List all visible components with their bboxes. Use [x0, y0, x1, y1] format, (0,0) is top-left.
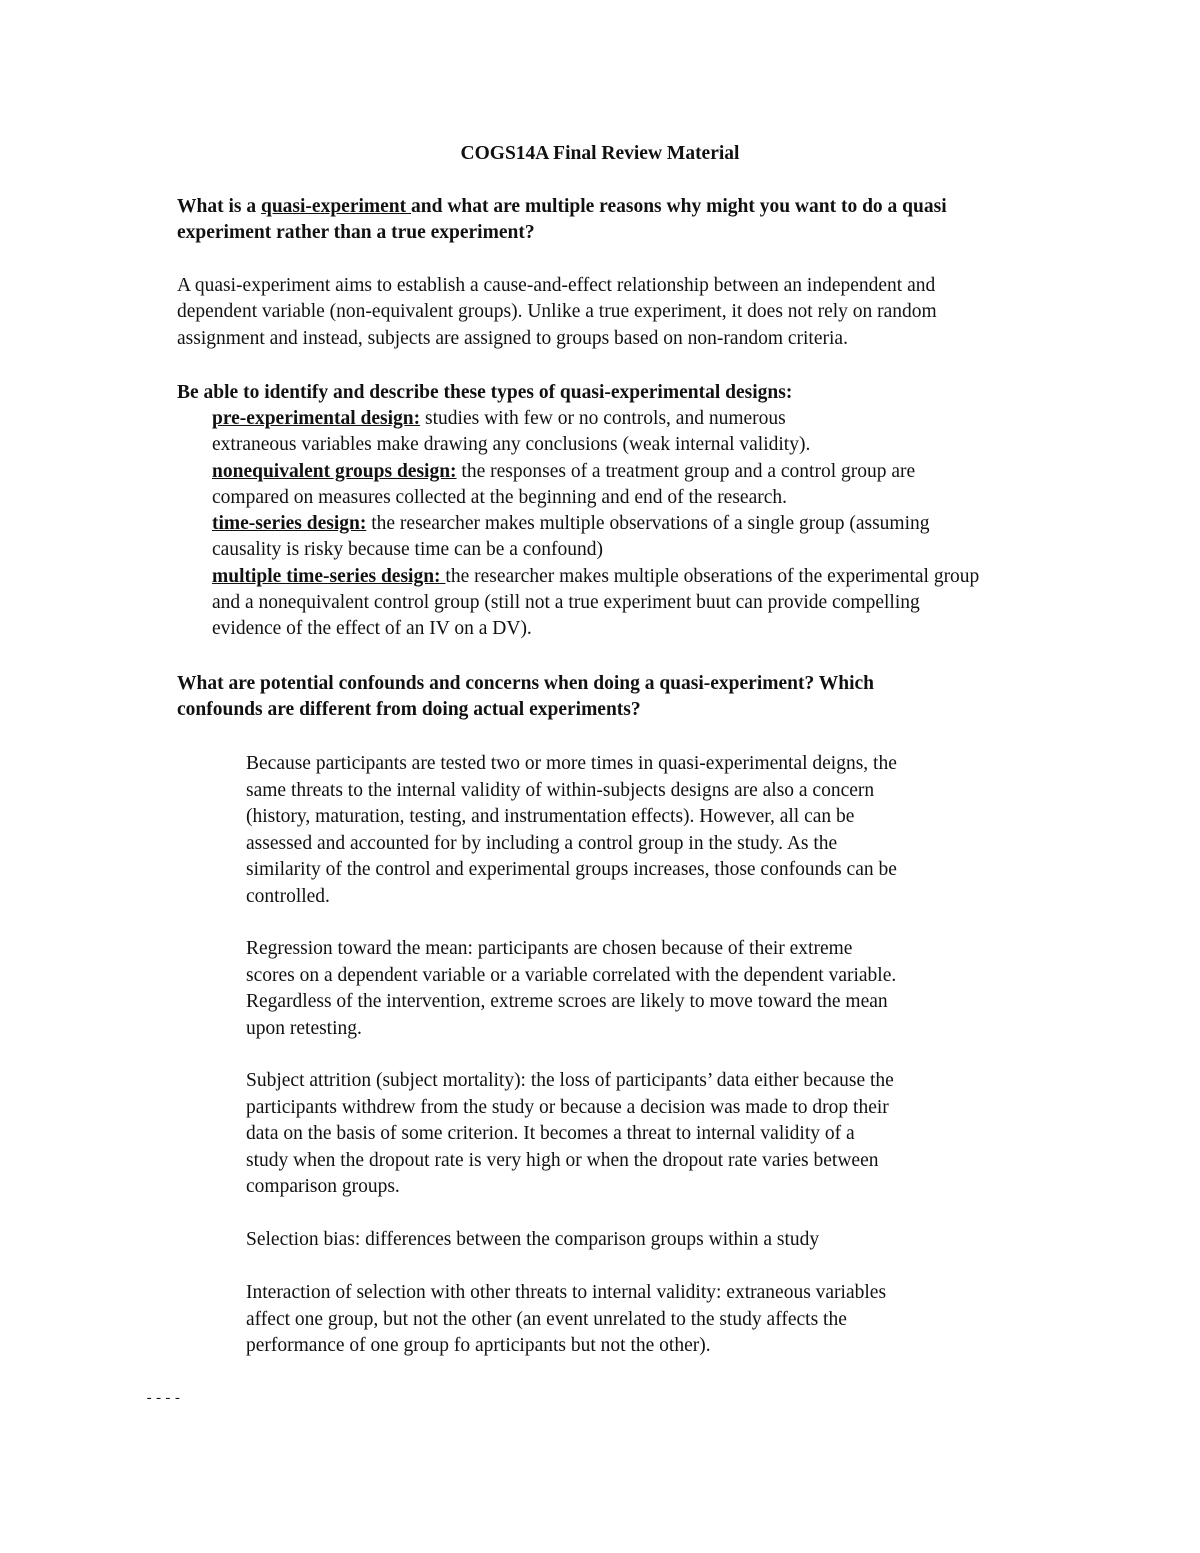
paragraph-line: data on the basis of some criterion. It becomes a threat to internal validity of a	[246, 1123, 855, 1144]
design-term: pre-experimental design:	[212, 408, 421, 429]
design-desc: compared on measures collected at the beginning and end of the research.	[212, 486, 788, 508]
design-multiple-time-series	[212, 564, 979, 643]
paragraph-selection-interaction	[246, 1280, 886, 1360]
paragraph-line: comparison groups.	[246, 1176, 400, 1197]
paragraph-line: Regardless of the intervention, extreme scroes are likely to move toward the mean	[246, 991, 888, 1012]
designs-heading: Be able to identify and describe these types of quasi-experimental designs:	[177, 382, 793, 403]
design-desc: the responses of a treatment group and a control group are	[456, 460, 916, 482]
paragraph-regression-to-mean	[246, 936, 896, 1042]
paragraph-line: similarity of the control and experimental groups increases, those confounds can be	[246, 859, 897, 880]
question-line	[177, 194, 947, 220]
paragraph-line: Regression toward the mean: participants are chosen because of their extreme	[246, 938, 853, 959]
question-confounds	[177, 671, 874, 724]
question-line: experiment rather than a true experiment?	[177, 222, 535, 244]
question-prefix: What is a	[177, 196, 261, 217]
design-nonequivalent-groups	[212, 459, 979, 512]
footer-dash-mark: ----	[145, 1391, 183, 1407]
answer-line: dependent variable (non-equivalent groups). Unlike a true experiment, it does not rely on random	[177, 301, 937, 323]
question-line1-rest: and what are multiple reasons why might you want to do a quasi	[411, 196, 947, 217]
design-desc: and a nonequivalent control group (still not a true experiment buut can provide compelling	[212, 592, 920, 614]
answer-line: assignment and instead, subjects are assigned to groups based on non-random criteria.	[177, 327, 848, 349]
paragraph-line: performance of one group fo aprticipants but not the other).	[246, 1335, 711, 1356]
answer-quasi-experiment	[177, 273, 937, 352]
question-line: confounds are different from doing actual experiments?	[177, 699, 641, 721]
paragraph-line: (history, maturation, testing, and instrumentation effects). However, all can be	[246, 806, 855, 827]
paragraph-selection-bias	[246, 1227, 819, 1254]
design-desc: causality is risky because time can be a confound)	[212, 539, 603, 561]
design-term: nonequivalent groups design:	[212, 460, 457, 482]
paragraph-line: affect one group, but not the other (an event unrelated to the study affects the	[246, 1308, 847, 1330]
paragraph-line: Selection bias: differences between the comparison groups within a study	[246, 1229, 820, 1250]
design-desc: the researcher makes multiple observations of a single group (assuming	[366, 513, 930, 535]
design-term: time-series design:	[212, 513, 367, 535]
design-desc: the researcher makes multiple obserations of the experimental group	[445, 565, 980, 587]
paragraph-within-subjects-threats	[246, 751, 897, 910]
paragraph-line: scores on a dependent variable or a variable correlated with the dependent variable.	[246, 964, 897, 986]
page-title: COGS14A Final Review Material	[460, 143, 740, 164]
designs-list	[212, 406, 979, 643]
design-pre-experimental	[212, 406, 979, 459]
term-quasi-experiment: quasi-experiment	[260, 196, 412, 217]
paragraph-line: same threats to the internal validity of within-subjects designs are also a concern	[246, 779, 875, 801]
design-time-series	[212, 511, 979, 564]
design-desc: studies with few or no controls, and numerous	[420, 408, 786, 429]
paragraph-line: participants withdrew from the study or because a decision was made to drop their	[246, 1096, 889, 1118]
question-quasi-experiment	[177, 194, 947, 247]
design-desc: extraneous variables make drawing any conclusions (weak internal validity).	[212, 434, 811, 456]
paragraph-line: study when the dropout rate is very high or when the dropout rate varies between	[246, 1149, 879, 1171]
paragraph-line: Subject attrition (subject mortality): the loss of participants’ data either because the	[246, 1070, 894, 1091]
design-desc: evidence of the effect of an IV on a DV).	[212, 618, 532, 640]
answer-line: A quasi-experiment aims to establish a cause-and-effect relationship between an independent and	[177, 275, 936, 296]
paragraph-line: assessed and accounted for by including a control group in the study. As the	[246, 832, 838, 854]
paragraph-line: controlled.	[246, 885, 330, 907]
question-line: What are potential confounds and concerns when doing a quasi-experiment? Which	[177, 673, 875, 694]
paragraph-line: Because participants are tested two or more times in quasi-experimental deigns, the	[246, 753, 897, 774]
paragraph-line: Interaction of selection with other threats to internal validity: extraneous variables	[246, 1282, 887, 1303]
paragraph-line: upon retesting.	[246, 1017, 362, 1039]
paragraph-subject-attrition	[246, 1068, 894, 1201]
design-term: multiple time-series design:	[212, 565, 446, 587]
